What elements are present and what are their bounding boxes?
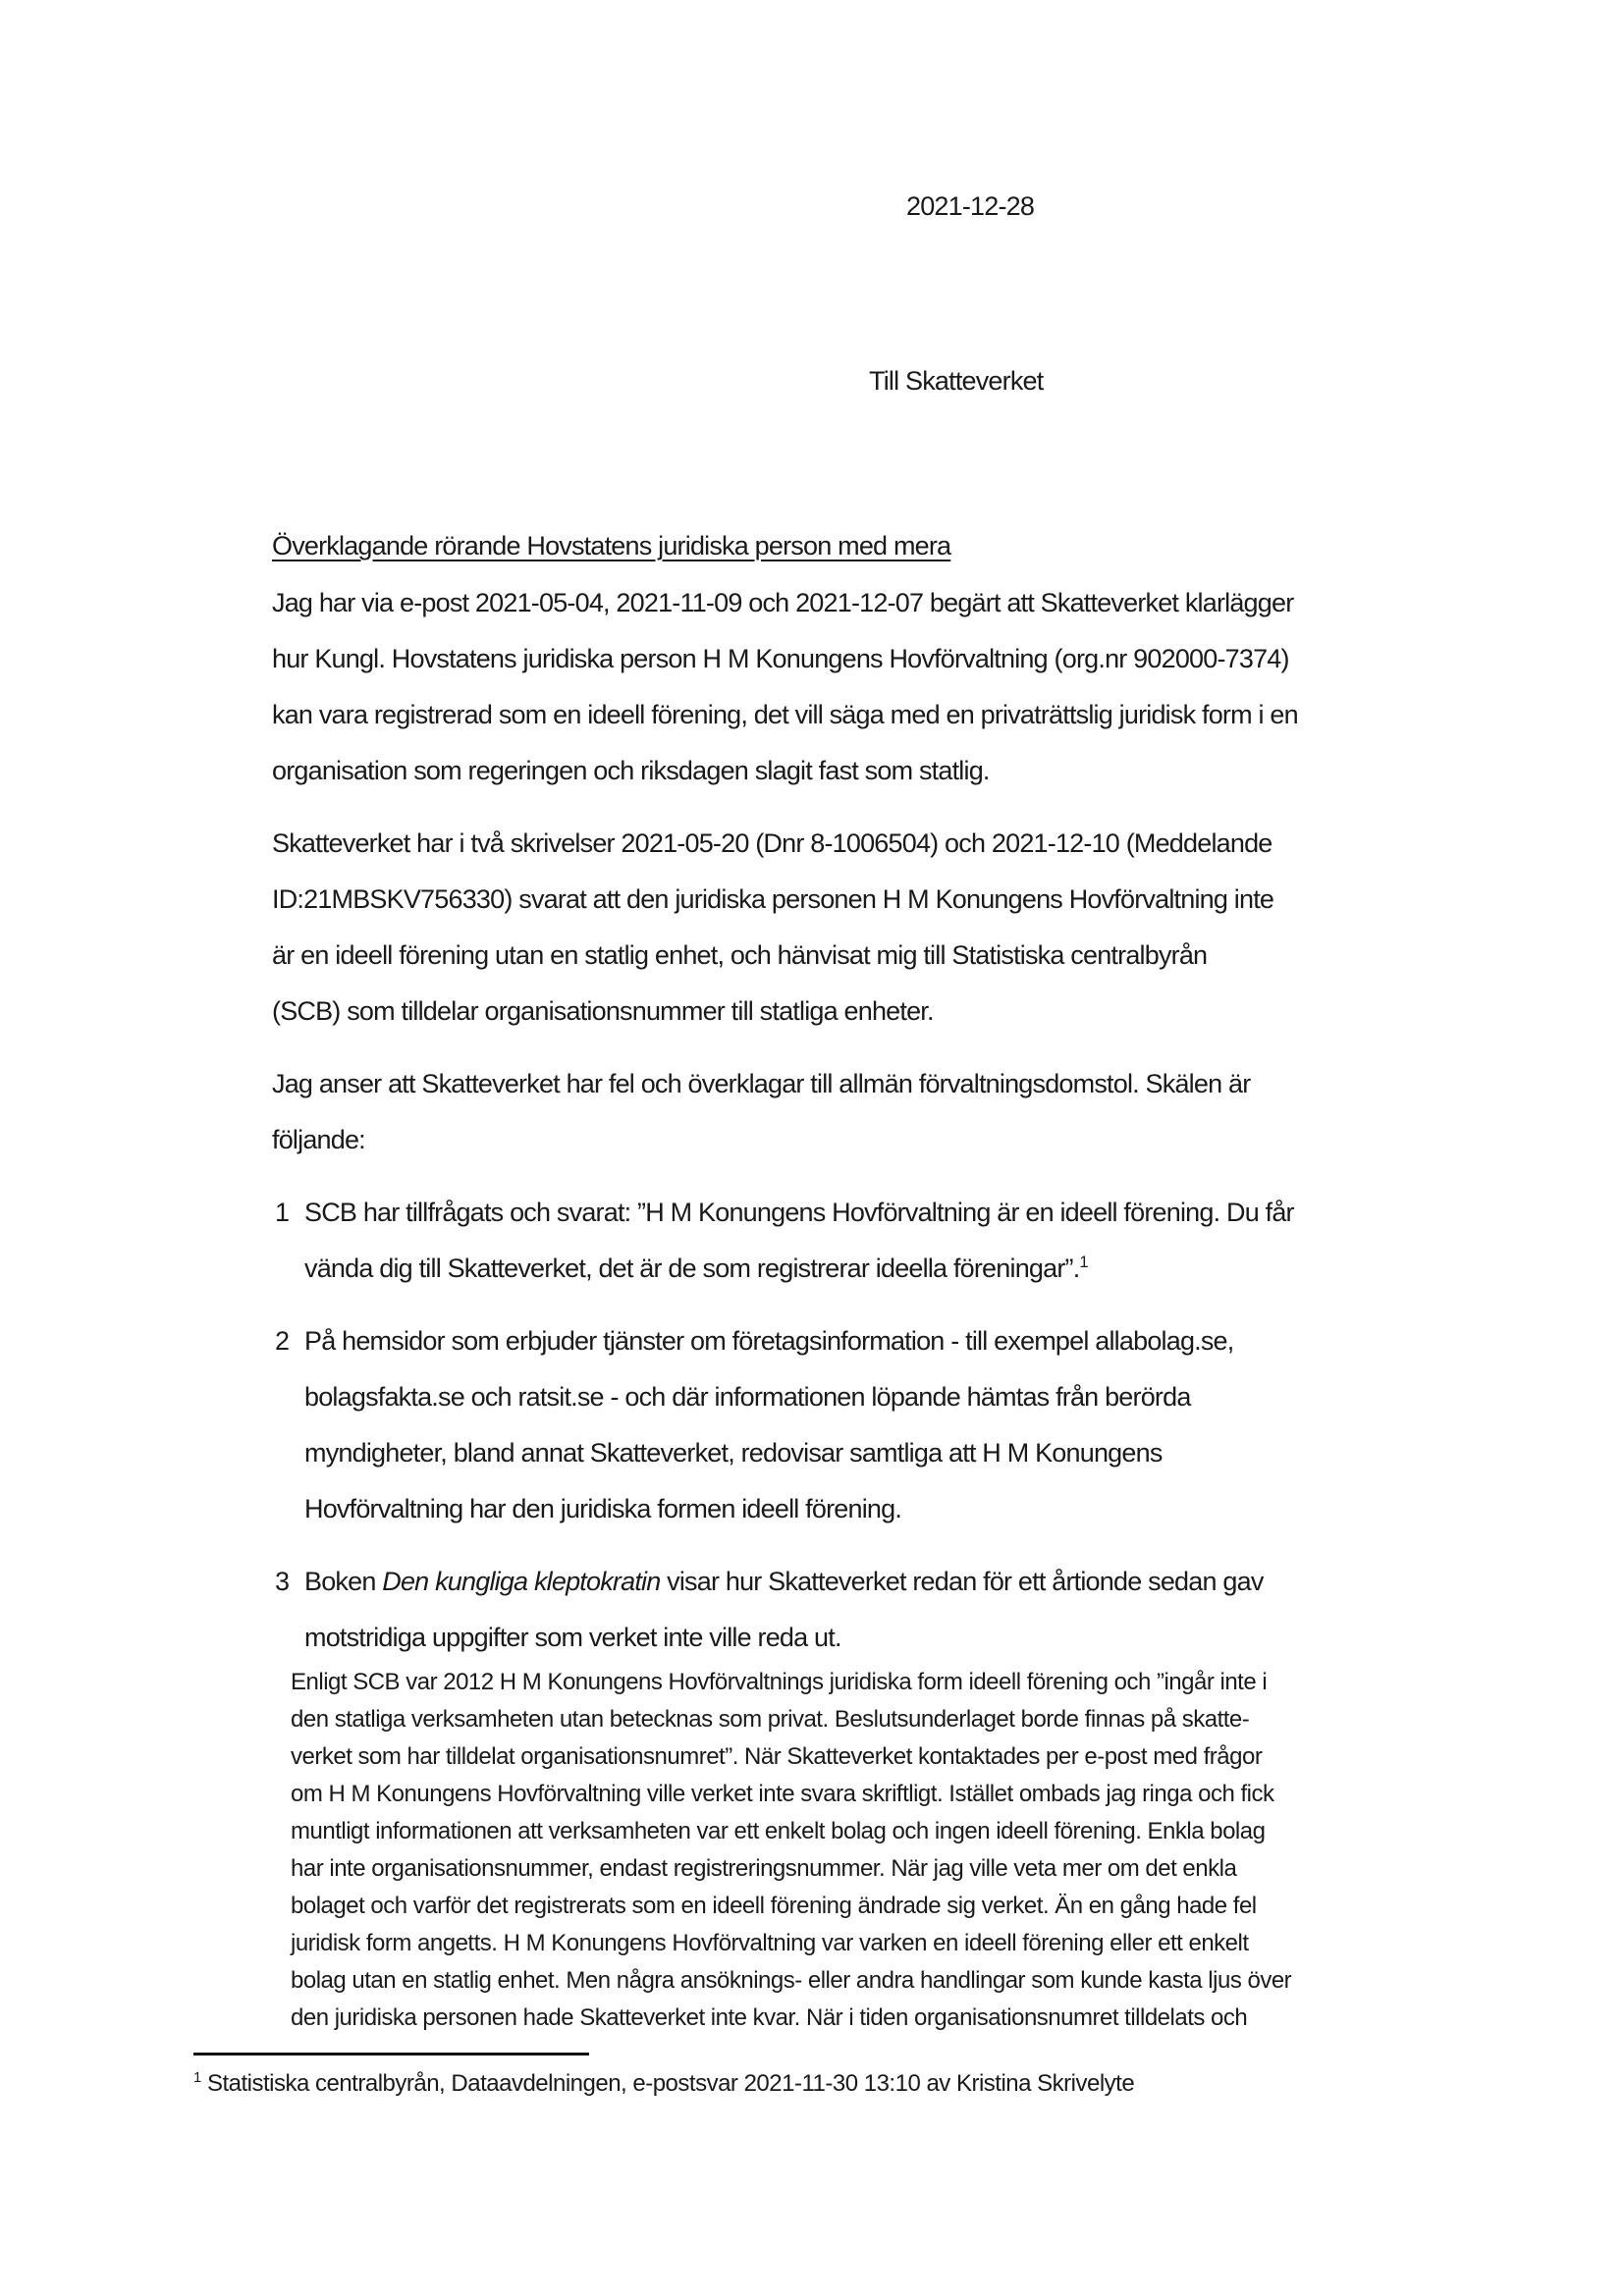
list-number: 3 [275,1567,290,1596]
text-line: är en ideell förening utan en statlig enhet, och hänvisat mig till Statistiska centralbyrån [272,940,1208,970]
text-line: Jag anser att Skatteverket har fel och överklagar till allmän förvaltningsdomstol. Skälen är [272,1069,1251,1098]
paragraph-1 [272,575,1298,799]
text-line: har inte organisationsnummer, endast registreringsnummer. När jag ville veta mer om det enkla [291,1855,1237,1882]
text-line: Skatteverket har i två skrivelser 2021-05-20 (Dnr 8-1006504) och 2021-12-10 (Meddelande [272,828,1272,858]
list-number: 1 [275,1198,290,1227]
document-date: 2021-12-28 [906,191,1035,221]
paragraph-3 [272,1056,1250,1168]
text-line: den juridiska personen hade Skatteverket inte kvar. När i tiden organisationsnumret tilldelats och [291,2004,1248,2031]
text-line: (SCB) som tilldelar organisationsnummer till statliga enheter. [272,996,934,1026]
text-line: vända dig till Skatteverket, det är de som registrerar ideella föreningar”.$^1$ [304,1253,1088,1283]
footnote-marker: 1 [193,2070,201,2086]
footnote-separator [193,2053,589,2056]
text-line: bolagsfakta.se och ratsit.se - och där informationen löpande hämtas från berörda [304,1382,1191,1412]
text-line: muntligt informationen att verksamheten var ett enkelt bolag och ingen ideell förening. Enkla bolag [291,1818,1266,1844]
indented-detail-block [291,1664,1291,2037]
salutation: Till Skatteverket [869,366,1044,396]
paragraph-2 [272,816,1273,1040]
text-line: bolag utan en statlig enhet. Men några ansöknings- eller andra handlingar som kunde kasta ljus över [291,1967,1292,1994]
text-line: På hemsidor som erbjuder tjänster om företagsinformation - till exempel allabolag.se, [304,1326,1234,1356]
list-item-1 [275,1185,1294,1297]
footnote: $^1$ Statistiska centralbyrån, Dataavdelningen, e-postsvar 2021-11-30 13:10 av Kristina Skrivelyte [193,2070,1135,2097]
text-line: Hovförvaltning har den juridiska formen ideell förening. [304,1494,902,1523]
text-line: juridisk form angetts. H M Konungens Hovförvaltning var varken en ideell förening eller ett enkelt [291,1930,1249,1956]
text-line: Boken Den kungliga kleptokratin visar hur Skatteverket redan för ett årtionde sedan gav [304,1567,1264,1596]
footnote-reference: 1 [1079,1253,1088,1271]
list-item-3 [275,1554,1264,1666]
text-line: hur Kungl. Hovstatens juridiska person H M Konungens Hovförvaltning (org.nr 902000-7374) [272,644,1289,673]
text-line: myndigheter, bland annat Skatteverket, redovisar samtliga att H M Konungens [304,1438,1163,1468]
document-heading: Överklagande rörande Hovstatens juridiska person med mera [272,531,951,561]
text-line: bolaget och varför det registrerats som en ideell förening ändrade sig verket. Än en gång hade fel [291,1893,1257,1919]
book-title: Den kungliga kleptokratin [382,1567,661,1596]
text-line: den statliga verksamheten utan betecknas som privat. Beslutsunderlaget borde finnas på skatte- [291,1706,1250,1733]
text-line: om H M Konungens Hovförvaltning ville verket inte svara skriftligt. Istället ombads jag ringa och fick [291,1781,1274,1807]
list-item-2 [275,1313,1233,1537]
text-line: motstridiga uppgifter som verket inte ville reda ut. [304,1623,841,1652]
text-line: Enligt SCB var 2012 H M Konungens Hovförvaltnings juridiska form ideell förening och ”ingår inte i [291,1669,1268,1695]
text-line: verket som har tilldelat organisationsnumret”. När Skatteverket kontaktades per e-post med frågor [291,1743,1263,1770]
text-line: Jag har via e-post 2021-05-04, 2021-11-09 och 2021-12-07 begärt att Skatteverket klarlägger [272,588,1294,617]
text-line: ID:21MBSKV756330) svarat att den juridiska personen H M Konungens Hovförvaltning inte [272,884,1274,914]
text-line: organisation som regeringen och riksdagen slagit fast som statlig. [272,756,990,785]
text-line: SCB har tillfrågats och svarat: ”H M Konungens Hovförvaltning är en ideell förening. Du får [304,1198,1294,1227]
text-line: följande: [272,1125,365,1154]
text-line: kan vara registrerad som en ideell förening, det vill säga med en privaträttslig juridisk form i en [272,700,1298,729]
list-number: 2 [275,1326,290,1356]
